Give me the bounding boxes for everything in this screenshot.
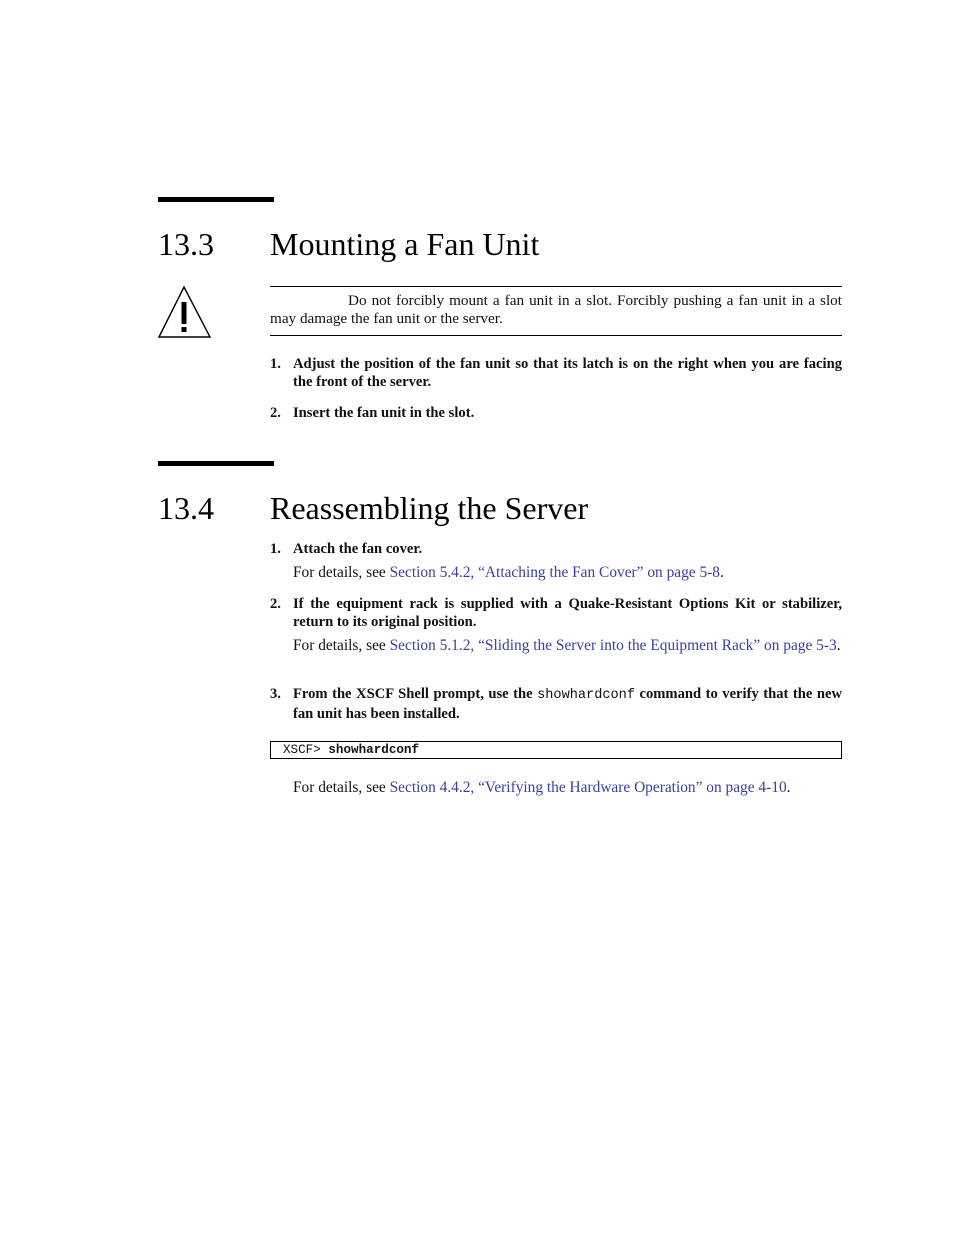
step-number: 3. — [270, 686, 281, 702]
code-block — [270, 741, 842, 759]
section-number: 13.3 — [158, 226, 214, 262]
code-prompt: XSCF> — [283, 743, 321, 757]
step-item — [270, 355, 842, 391]
detail-paragraph — [293, 779, 842, 797]
step-text-before: From the XSCF Shell prompt, use the — [293, 686, 538, 702]
cross-reference-link[interactable]: Section 5.1.2, “Sliding the Server into the Equipment Rack” on page 5-3 — [389, 637, 837, 654]
detail-prefix: For details, see — [293, 564, 390, 581]
code-command: showhardconf — [328, 743, 420, 757]
section-title: Reassembling the Server — [270, 490, 589, 526]
step-item — [270, 595, 842, 631]
step-text: If the equipment rack is supplied with a Quake-Resistant Options Kit or stabilizer, return to its original position. — [293, 596, 842, 630]
section-rule — [158, 461, 274, 466]
step-item — [270, 540, 842, 558]
section-number: 13.4 — [158, 490, 214, 526]
step-number: 2. — [270, 405, 281, 421]
step-text: Insert the fan unit in the slot. — [293, 405, 475, 421]
detail-paragraph — [293, 637, 842, 655]
step-text: Adjust the position of the fan unit so that its latch is on the right when you are facing the front of the server. — [293, 356, 842, 390]
step-number: 1. — [270, 356, 281, 372]
step-text — [293, 685, 842, 723]
step-number: 2. — [270, 596, 281, 612]
caution-box — [270, 286, 842, 336]
detail-prefix: For details, see — [293, 779, 390, 796]
section-rule — [158, 197, 274, 202]
detail-paragraph — [293, 564, 842, 582]
step-text: Attach the fan cover. — [293, 541, 423, 557]
step-item — [270, 404, 842, 422]
cross-reference-link[interactable]: Section 4.4.2, “Verifying the Hardware Operation” on page 4-10 — [389, 779, 787, 796]
step-text-after: command to verify that the new fan unit has been installed. — [293, 686, 842, 722]
inline-command: showhardconf — [537, 688, 635, 703]
step-item — [270, 685, 842, 723]
step-number: 1. — [270, 541, 281, 557]
detail-suffix: . — [786, 779, 791, 796]
warning-triangle-icon — [158, 285, 212, 339]
detail-prefix: For details, see — [293, 637, 390, 654]
cross-reference-link[interactable]: Section 5.4.2, “Attaching the Fan Cover” on page 5-8 — [389, 564, 720, 581]
caution-text: Do not forcibly mount a fan unit in a slot. Forcibly pushing a fan unit in a slot may damage the fan unit or the server. — [270, 292, 842, 327]
detail-suffix: . — [720, 564, 724, 581]
detail-suffix: . — [836, 637, 841, 654]
section-title: Mounting a Fan Unit — [270, 226, 540, 262]
